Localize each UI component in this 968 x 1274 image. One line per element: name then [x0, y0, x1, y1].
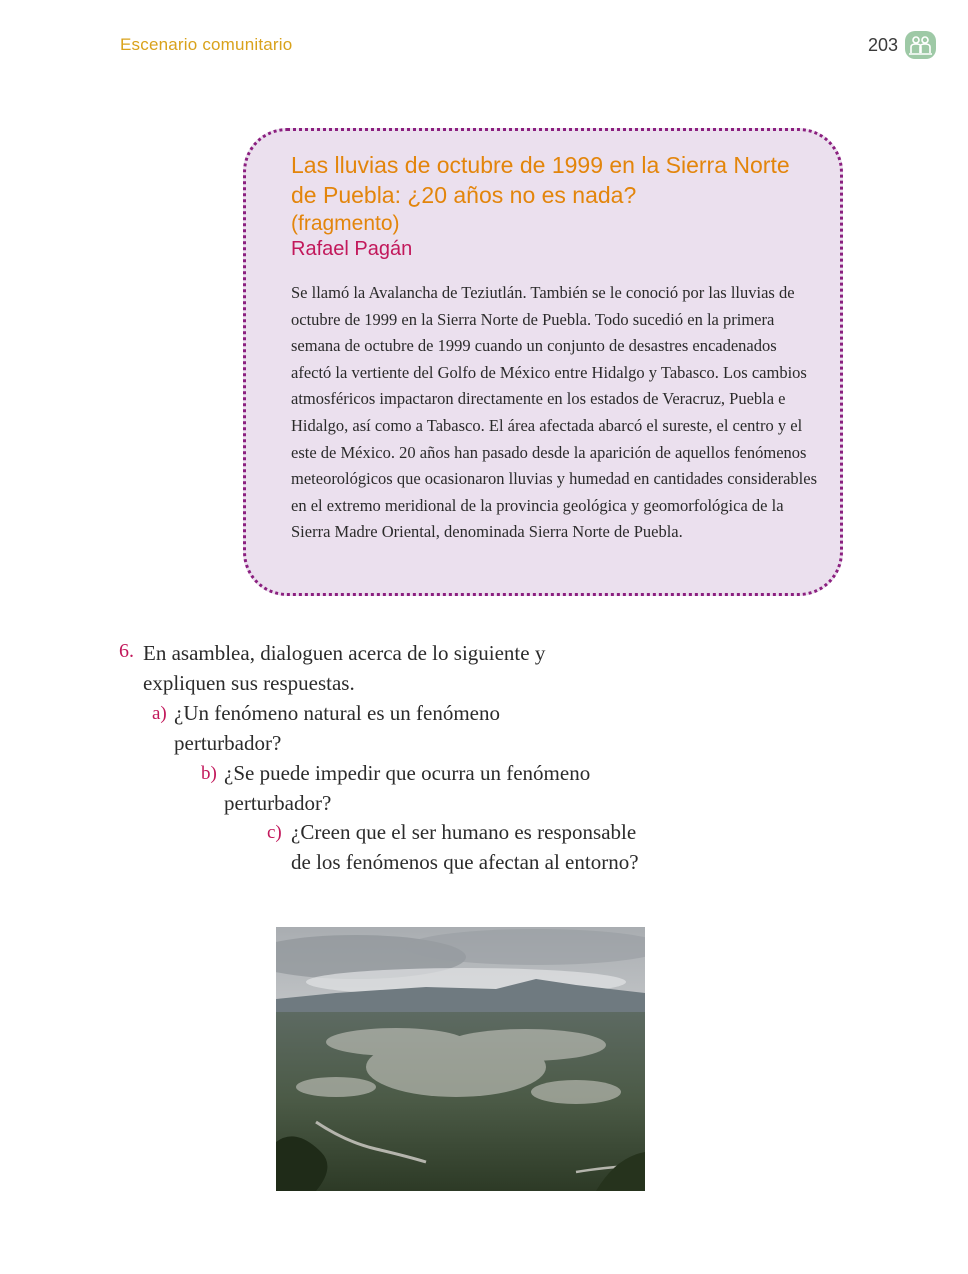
reading-subtitle: (fragmento)	[291, 212, 400, 235]
community-icon	[905, 31, 936, 59]
question-a-text: ¿Un fenómeno natural es un fenómeno perturbador?	[174, 701, 500, 755]
activity-number: 6.	[119, 640, 134, 662]
page-number: 203	[868, 35, 899, 55]
question-b-text: ¿Se puede impedir que ocurra un fenómeno perturbador?	[224, 761, 591, 815]
reading-body: Se llamó la Avalancha de Teziutlán. También se le conoció por las lluvias de octubre de 1999 en la Sierra Norte de Puebla. Todo sucedió en la primera semana de octubre de 1999 cuando un conjunto de desastres encadenados afectó la vertiente del Golfo de México entre Hidalgo y Tabasco. Los cambios atmosféricos impactaron directamente en los estados de Veracruz, Puebla e Hidalgo, así como a Tabasco. El área afectada abarcó el sureste, el centro y el este de México. 20 años han pasado desde la aparición de aquellos fenómenos meteorológicos que ocasionaron lluvias y humedad en cantidades considerables en el extremo meridional de la provincia geológica y geomorfológica de la Sierra Madre Oriental, denominada Sierra Norte de Puebla.	[291, 283, 818, 542]
question-a-label: a)	[152, 703, 167, 724]
question-c-text: ¿Creen que el ser humano es responsable de los fenómenos que afectan al entorno?	[291, 820, 639, 874]
reading-author: Rafael Pagán	[291, 238, 413, 260]
question-c-label: c)	[267, 822, 282, 843]
reading-title: Las lluvias de octubre de 1999 en la Sierra Norte de Puebla: ¿20 años no es nada?	[291, 152, 790, 208]
activity-prompt: En asamblea, dialoguen acerca de lo siguiente y expliquen sus respuestas.	[143, 641, 546, 695]
landscape-photo	[276, 927, 645, 1191]
question-b-label: b)	[201, 763, 217, 784]
section-header: Escenario comunitario	[120, 35, 293, 54]
